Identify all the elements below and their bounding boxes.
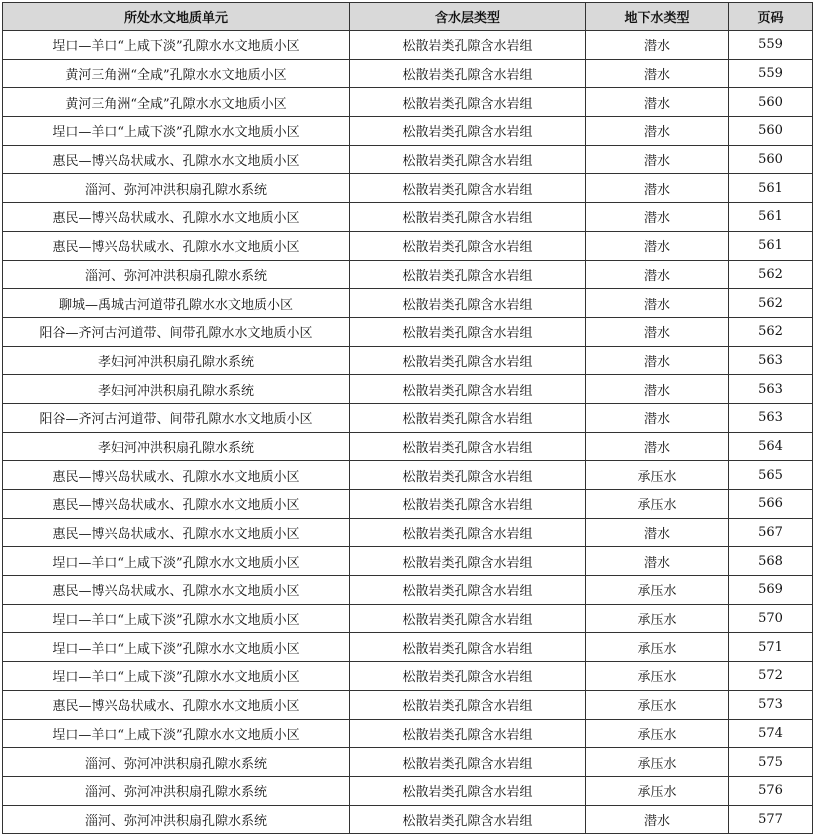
cell-page-number: 568 [729,547,813,576]
cell-hydro-unit: 淄河、弥河冲洪积扇孔隙水系统 [3,748,350,777]
cell-hydro-unit: 埕口—羊口“上咸下淡”孔隙水水文地质小区 [3,633,350,662]
table-row [3,174,813,203]
cell-page-number: 569 [729,576,813,605]
table-row [3,117,813,146]
cell-groundwater-type: 承压水 [586,604,729,633]
cell-aquifer-type: 松散岩类孔隙含水岩组 [350,604,586,633]
cell-groundwater-type: 承压水 [586,461,729,490]
header-aquifer-type: 含水层类型 [350,3,586,31]
cell-hydro-unit: 惠民—博兴岛状咸水、孔隙水水文地质小区 [3,690,350,719]
table-row [3,576,813,605]
cell-hydro-unit: 孝妇河冲洪积扇孔隙水系统 [3,346,350,375]
cell-groundwater-type: 潜水 [586,346,729,375]
cell-page-number: 561 [729,203,813,232]
cell-aquifer-type: 松散岩类孔隙含水岩组 [350,662,586,691]
cell-groundwater-type: 潜水 [586,432,729,461]
cell-page-number: 562 [729,289,813,318]
cell-page-number: 576 [729,776,813,805]
table-row [3,719,813,748]
cell-groundwater-type: 潜水 [586,805,729,834]
table-row [3,748,813,777]
table-row [3,490,813,519]
cell-aquifer-type: 松散岩类孔隙含水岩组 [350,88,586,117]
cell-page-number: 570 [729,604,813,633]
cell-page-number: 573 [729,690,813,719]
cell-page-number: 560 [729,145,813,174]
table-row [3,403,813,432]
cell-groundwater-type: 承压水 [586,748,729,777]
cell-page-number: 567 [729,518,813,547]
cell-hydro-unit: 聊城—禹城古河道带孔隙水水文地质小区 [3,289,350,318]
cell-aquifer-type: 松散岩类孔隙含水岩组 [350,518,586,547]
cell-aquifer-type: 松散岩类孔隙含水岩组 [350,31,586,60]
cell-groundwater-type: 承压水 [586,719,729,748]
header-hydro-unit: 所处水文地质单元 [3,3,350,31]
cell-aquifer-type: 松散岩类孔隙含水岩组 [350,432,586,461]
cell-page-number: 562 [729,317,813,346]
cell-groundwater-type: 潜水 [586,203,729,232]
cell-groundwater-type: 潜水 [586,518,729,547]
cell-hydro-unit: 惠民—博兴岛状咸水、孔隙水水文地质小区 [3,461,350,490]
table-header [3,3,813,31]
cell-hydro-unit: 孝妇河冲洪积扇孔隙水系统 [3,375,350,404]
cell-hydro-unit: 惠民—博兴岛状咸水、孔隙水水文地质小区 [3,203,350,232]
cell-groundwater-type: 潜水 [586,547,729,576]
cell-groundwater-type: 潜水 [586,231,729,260]
cell-groundwater-type: 潜水 [586,117,729,146]
cell-aquifer-type: 松散岩类孔隙含水岩组 [350,203,586,232]
table-row [3,145,813,174]
cell-hydro-unit: 淄河、弥河冲洪积扇孔隙水系统 [3,174,350,203]
cell-hydro-unit: 惠民—博兴岛状咸水、孔隙水水文地质小区 [3,231,350,260]
cell-page-number: 559 [729,59,813,88]
cell-aquifer-type: 松散岩类孔隙含水岩组 [350,231,586,260]
cell-groundwater-type: 承压水 [586,690,729,719]
cell-hydro-unit: 埕口—羊口“上咸下淡”孔隙水水文地质小区 [3,604,350,633]
cell-groundwater-type: 潜水 [586,289,729,318]
cell-page-number: 560 [729,117,813,146]
table-row [3,375,813,404]
cell-aquifer-type: 松散岩类孔隙含水岩组 [350,174,586,203]
cell-aquifer-type: 松散岩类孔隙含水岩组 [350,576,586,605]
cell-page-number: 571 [729,633,813,662]
cell-hydro-unit: 埕口—羊口“上咸下淡”孔隙水水文地质小区 [3,31,350,60]
table-row [3,289,813,318]
cell-hydro-unit: 孝妇河冲洪积扇孔隙水系统 [3,432,350,461]
cell-page-number: 563 [729,346,813,375]
table-row [3,518,813,547]
table-row [3,805,813,834]
cell-page-number: 577 [729,805,813,834]
table-body [3,31,813,834]
cell-groundwater-type: 潜水 [586,403,729,432]
cell-hydro-unit: 埕口—羊口“上咸下淡”孔隙水水文地质小区 [3,547,350,576]
cell-page-number: 566 [729,490,813,519]
table-row [3,231,813,260]
cell-aquifer-type: 松散岩类孔隙含水岩组 [350,690,586,719]
cell-aquifer-type: 松散岩类孔隙含水岩组 [350,776,586,805]
table-row [3,260,813,289]
cell-page-number: 563 [729,403,813,432]
cell-aquifer-type: 松散岩类孔隙含水岩组 [350,490,586,519]
cell-page-number: 559 [729,31,813,60]
table-row [3,31,813,60]
groundwater-table [2,2,813,834]
cell-groundwater-type: 潜水 [586,145,729,174]
header-row [3,3,813,31]
cell-aquifer-type: 松散岩类孔隙含水岩组 [350,461,586,490]
cell-page-number: 575 [729,748,813,777]
cell-hydro-unit: 埕口—羊口“上咸下淡”孔隙水水文地质小区 [3,719,350,748]
cell-page-number: 561 [729,231,813,260]
cell-groundwater-type: 潜水 [586,59,729,88]
cell-hydro-unit: 黄河三角洲“全咸”孔隙水水文地质小区 [3,59,350,88]
cell-aquifer-type: 松散岩类孔隙含水岩组 [350,145,586,174]
cell-hydro-unit: 淄河、弥河冲洪积扇孔隙水系统 [3,805,350,834]
table-row [3,461,813,490]
table-row [3,604,813,633]
table-row [3,633,813,662]
cell-hydro-unit: 黄河三角洲“全咸”孔隙水水文地质小区 [3,88,350,117]
table-row [3,662,813,691]
table-row [3,88,813,117]
cell-aquifer-type: 松散岩类孔隙含水岩组 [350,59,586,88]
cell-aquifer-type: 松散岩类孔隙含水岩组 [350,289,586,318]
cell-groundwater-type: 潜水 [586,260,729,289]
cell-groundwater-type: 承压水 [586,662,729,691]
cell-hydro-unit: 惠民—博兴岛状咸水、孔隙水水文地质小区 [3,518,350,547]
cell-hydro-unit: 埕口—羊口“上咸下淡”孔隙水水文地质小区 [3,117,350,146]
cell-page-number: 572 [729,662,813,691]
table-row [3,547,813,576]
cell-groundwater-type: 承压水 [586,576,729,605]
cell-page-number: 562 [729,260,813,289]
cell-hydro-unit: 惠民—博兴岛状咸水、孔隙水水文地质小区 [3,490,350,519]
header-groundwater-type: 地下水类型 [586,3,729,31]
cell-hydro-unit: 惠民—博兴岛状咸水、孔隙水水文地质小区 [3,576,350,605]
cell-groundwater-type: 潜水 [586,375,729,404]
cell-aquifer-type: 松散岩类孔隙含水岩组 [350,260,586,289]
cell-aquifer-type: 松散岩类孔隙含水岩组 [350,346,586,375]
cell-page-number: 565 [729,461,813,490]
cell-aquifer-type: 松散岩类孔隙含水岩组 [350,805,586,834]
cell-aquifer-type: 松散岩类孔隙含水岩组 [350,317,586,346]
cell-groundwater-type: 承压水 [586,490,729,519]
cell-aquifer-type: 松散岩类孔隙含水岩组 [350,748,586,777]
cell-hydro-unit: 埕口—羊口“上咸下淡”孔隙水水文地质小区 [3,662,350,691]
cell-aquifer-type: 松散岩类孔隙含水岩组 [350,375,586,404]
cell-hydro-unit: 淄河、弥河冲洪积扇孔隙水系统 [3,776,350,805]
cell-page-number: 561 [729,174,813,203]
table-row [3,346,813,375]
cell-page-number: 560 [729,88,813,117]
header-page-number: 页码 [729,3,813,31]
cell-groundwater-type: 潜水 [586,31,729,60]
cell-groundwater-type: 潜水 [586,88,729,117]
table-row [3,690,813,719]
table-row [3,317,813,346]
cell-hydro-unit: 惠民—博兴岛状咸水、孔隙水水文地质小区 [3,145,350,174]
cell-aquifer-type: 松散岩类孔隙含水岩组 [350,633,586,662]
table-row [3,432,813,461]
cell-aquifer-type: 松散岩类孔隙含水岩组 [350,547,586,576]
table-row [3,776,813,805]
cell-groundwater-type: 潜水 [586,174,729,203]
cell-groundwater-type: 承压水 [586,633,729,662]
cell-aquifer-type: 松散岩类孔隙含水岩组 [350,403,586,432]
cell-page-number: 574 [729,719,813,748]
cell-page-number: 564 [729,432,813,461]
cell-aquifer-type: 松散岩类孔隙含水岩组 [350,117,586,146]
cell-aquifer-type: 松散岩类孔隙含水岩组 [350,719,586,748]
table-row [3,59,813,88]
table-row [3,203,813,232]
cell-page-number: 563 [729,375,813,404]
cell-groundwater-type: 潜水 [586,317,729,346]
cell-groundwater-type: 承压水 [586,776,729,805]
cell-hydro-unit: 淄河、弥河冲洪积扇孔隙水系统 [3,260,350,289]
cell-hydro-unit: 阳谷—齐河古河道带、间带孔隙水水文地质小区 [3,403,350,432]
cell-hydro-unit: 阳谷—齐河古河道带、间带孔隙水水文地质小区 [3,317,350,346]
